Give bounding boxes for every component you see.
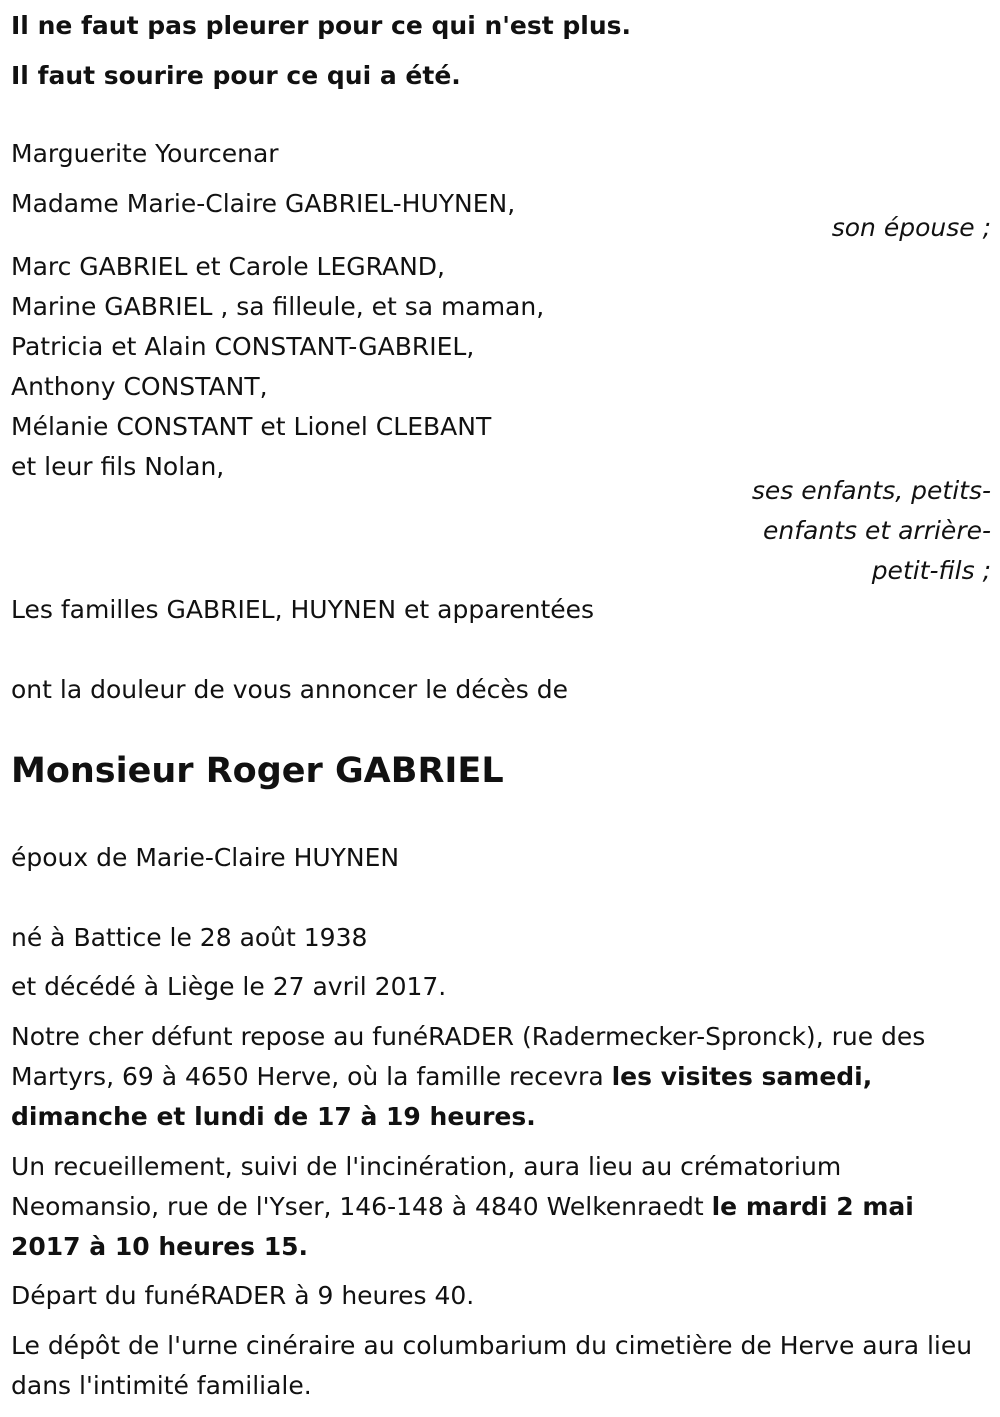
deceased-name: Monsieur Roger GABRIEL	[11, 751, 504, 791]
children-line: Mélanie CONSTANT et Lionel CLEBANT	[11, 412, 492, 441]
children-line: Marc GABRIEL et Carole LEGRAND,	[11, 252, 446, 281]
urn-paragraph: Le dépôt de l'urne cinéraire au columbarium du cimetière de Herve aura lieu dans l'intimité familiale.	[11, 1331, 973, 1400]
ceremony-text: Un recueillement, suivi de l'incinération, aura lieu au crématorium Neomansio, rue de l'Yser, 146-148 à 4840 Welkenraedt	[11, 1152, 842, 1221]
announcement: ont la douleur de vous annoncer le décès de	[11, 675, 568, 704]
spouse-of: époux de Marie-Claire HUYNEN	[11, 843, 400, 872]
spouse-role: son épouse ;	[831, 213, 991, 242]
departure-line: Départ du funéRADER à 9 heures 40.	[11, 1281, 475, 1310]
children-line: et leur fils Nolan,	[11, 452, 225, 481]
children-line: Anthony CONSTANT,	[11, 372, 268, 401]
children-line: Patricia et Alain CONSTANT-GABRIEL,	[11, 332, 475, 361]
children-role-line: enfants et arrière-	[763, 516, 991, 545]
children-role-line: petit-fils ;	[871, 556, 991, 585]
quote-line-1: Il ne faut pas pleurer pour ce qui n'est plus.	[11, 11, 632, 40]
birth-info: né à Battice le 28 août 1938	[11, 923, 368, 952]
ceremony-paragraph	[11, 1147, 986, 1267]
rest-paragraph	[11, 1017, 986, 1137]
families-line: Les familles GABRIEL, HUYNEN et apparentées	[11, 595, 595, 624]
quote-line-2: Il faut sourire pour ce qui a été.	[11, 61, 461, 90]
children-list	[11, 247, 544, 487]
children-line: Marine GABRIEL , sa filleule, et sa maman,	[11, 292, 545, 321]
quote-author: Marguerite Yourcenar	[11, 139, 279, 168]
children-role-line: ses enfants, petits-	[751, 476, 991, 505]
children-role	[752, 471, 991, 591]
rest-visits-bold: les visites samedi, dimanche et lundi de 17 à 19 heures.	[11, 1062, 873, 1131]
ceremony-date-bold: le mardi 2 mai 2017 à 10 heures 15.	[11, 1192, 914, 1261]
death-info: et décédé à Liège le 27 avril 2017.	[11, 972, 447, 1001]
spouse-name: Madame Marie-Claire GABRIEL-HUYNEN,	[11, 189, 516, 218]
rest-text: Notre cher défunt repose au funéRADER (Radermecker-Spronck), rue des Martyrs, 69 à 4650 Herve, où la famille recevra	[11, 1022, 926, 1091]
